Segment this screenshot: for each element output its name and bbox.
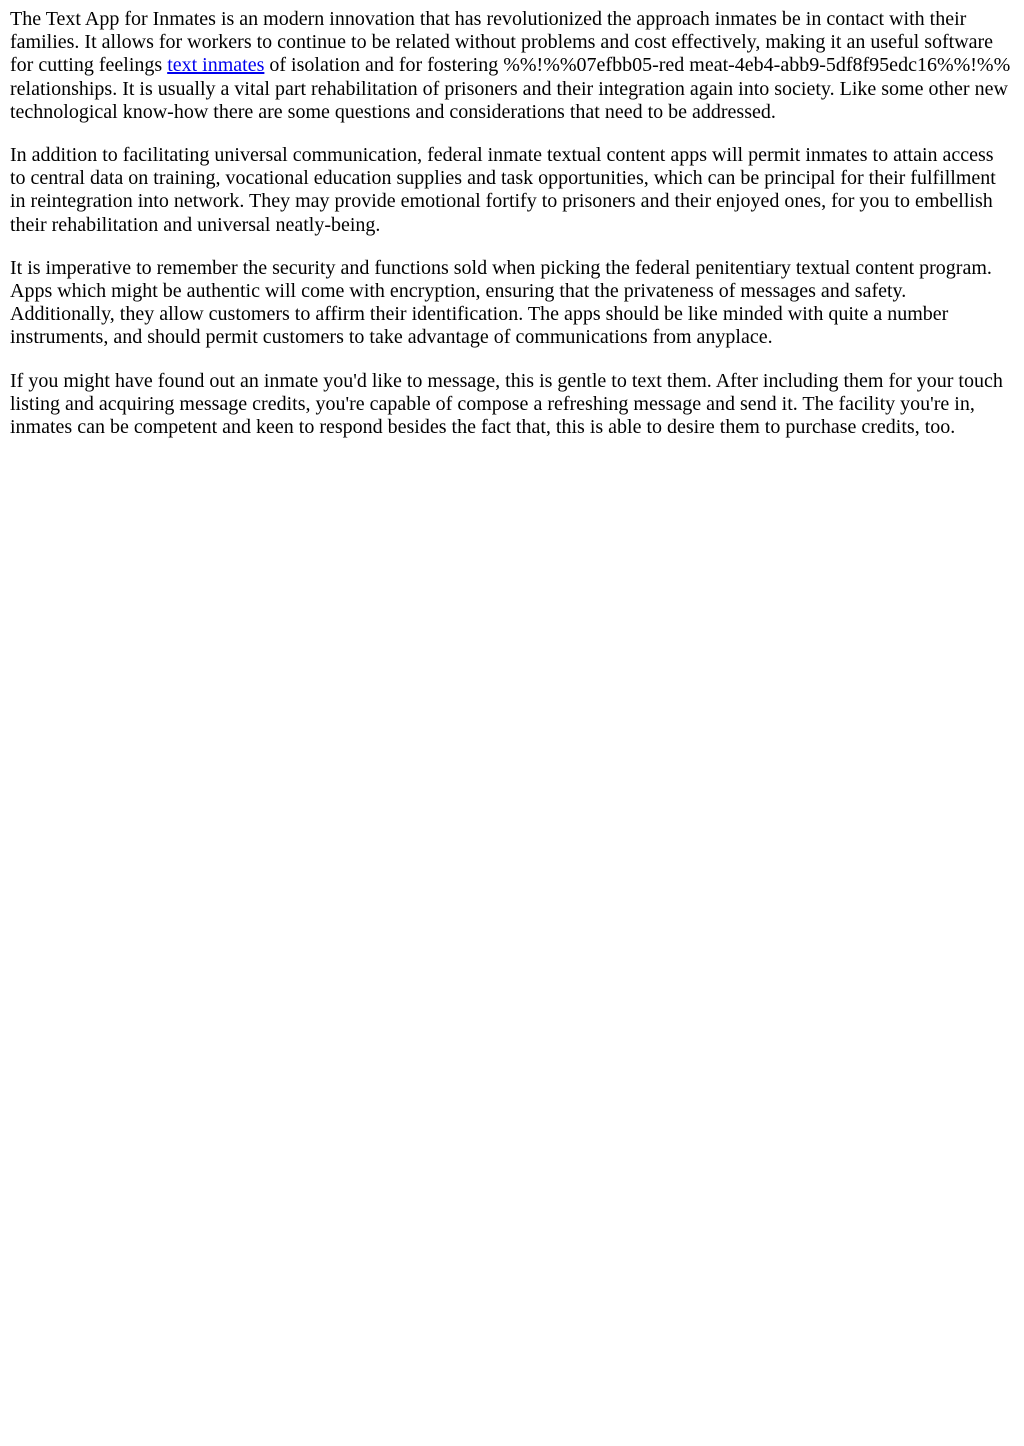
paragraph-intro-text-after: of isolation and for fostering %%!%%07efbb05-red meat-4eb4-abb9-5df8f95edc16%%!%% relationships. It is usually a vital part rehabilitation of prisoners and their integration again into society. Like some other new technological know-how there are some questions and considerations that need to be addressed. <box>10 54 1011 123</box>
paragraph-intro <box>10 8 1014 124</box>
paragraph-security: It is imperative to remember the security and functions sold when picking the federal penitentiary textual content program. Apps which might be authentic will come with encryption, ensuring that the privateness of messages and safety. Additionally, they allow customers to affirm their identification. The apps should be like minded with quite a number instruments, and should permit customers to take advantage of communications from anyplace. <box>10 256 992 349</box>
text-inmates-link[interactable]: text inmates <box>167 54 265 77</box>
paragraph-messaging: If you might have found out an inmate you'd like to message, this is gentle to text them. After including them for your touch listing and acquiring message credits, you're capable of compose a refreshing message and send it. The facility you're in, inmates can be competent and keen to respond besides the fact that, this is able to desire them to purchase credits, too. <box>10 369 1003 439</box>
article-body <box>10 8 1014 439</box>
paragraph-communication: In addition to facilitating universal communication, federal inmate textual content apps will permit inmates to attain access to central data on training, vocational education supplies and task opportunities, which can be principal for their fulfillment in reintegration into network. They may provide emotional fortify to prisoners and their enjoyed ones, for you to embellish their rehabilitation and universal neatly-being. <box>10 144 996 236</box>
paragraph-intro-text-before: The Text App for Inmates is an modern innovation that has revolutionized the approach inmates be in contact with their families. It allows for workers to continue to be related without problems and cost effectively, making it an useful software for cutting feelings <box>10 8 994 77</box>
